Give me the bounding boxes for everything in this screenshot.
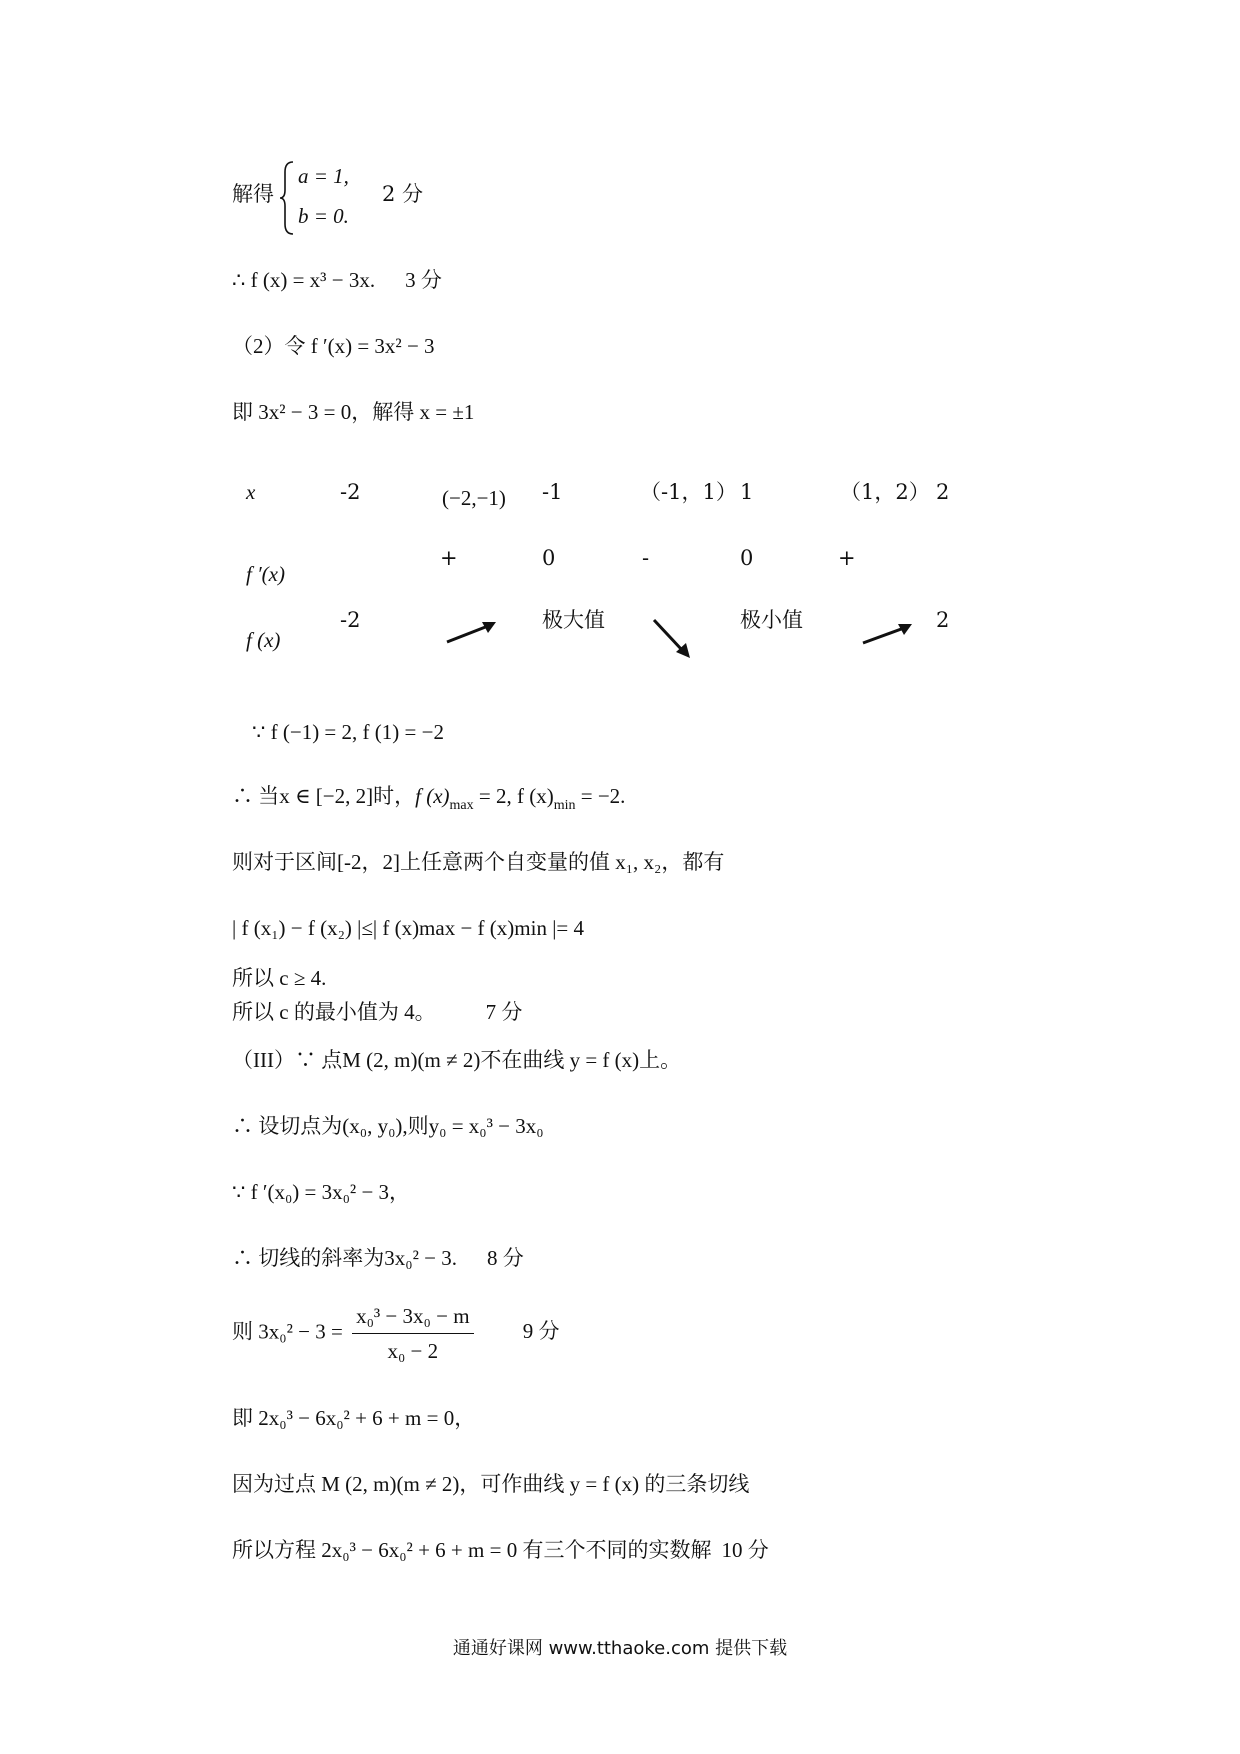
values-line: ∵ f (−1) = 2, f (1) = −2	[252, 720, 444, 744]
extrema-max: max	[449, 798, 474, 813]
x-cell: （-1，1）	[640, 480, 737, 504]
three-lines-line: 因为过点 M (2, m)(m ≠ 2)，可作曲线 y = f (x) 的三条切线	[232, 1472, 750, 1496]
extrema-min: min	[553, 798, 576, 813]
interval-line: 则对于区间[-2，2]上任意两个自变量的值 x₁, x₂，都有	[232, 850, 725, 874]
roots-line: 即 3x² − 3 = 0，解得 x = ±1	[232, 400, 475, 424]
cubic-line: 即 2x₀³ − 6x₀² + 6 + m = 0，	[232, 1406, 476, 1430]
f-cell: 极大值	[542, 608, 605, 632]
slope-text: ∴ 切线的斜率为3x₀² − 3.	[232, 1246, 457, 1270]
fraction-denominator: x₀ − 2	[387, 1339, 439, 1363]
equation-fraction	[352, 1302, 473, 1365]
inequality-line: | f (x₁) − f (x₂) |≤| f (x)max − f (x)min |= 4	[232, 916, 585, 940]
extrema-prefix: ∴ 当x ∈ [−2, 2]时，	[232, 784, 416, 808]
conclusion-score: 10 分	[721, 1538, 769, 1562]
solve-eq2: b = 0.	[298, 204, 349, 228]
solve-system	[232, 158, 632, 238]
increasing-arrow-icon	[444, 616, 498, 646]
f-cell: -2	[340, 608, 361, 632]
x-cell: 2	[936, 480, 950, 504]
part2-derivative: （2）令 f ′(x) = 3x² − 3	[232, 334, 435, 358]
tangent-point-line: ∴ 设切点为(x₀, y₀),则y₀ = x₀³ − 3x₀	[232, 1114, 544, 1138]
conclusion-line	[232, 1536, 769, 1564]
x-cell: -2	[340, 480, 361, 504]
conclusion-text: 所以方程 2x₀³ − 6x₀² + 6 + m = 0 有三个不同的实数解	[232, 1538, 712, 1562]
derivative-line: ∵ f ′(x₀) = 3x₀² − 3，	[232, 1180, 411, 1204]
f-cell: 极小值	[740, 608, 803, 632]
c-min-text: 所以 c 的最小值为 4。	[232, 1000, 436, 1024]
extrema-mid: = 2, f (x)	[473, 784, 554, 808]
f-cell: 2	[936, 608, 950, 632]
fraction-numerator: x₀³ − 3x₀ − m	[352, 1302, 473, 1334]
equation-line	[232, 1302, 560, 1365]
f-definition-text: ∴ f (x) = x³ − 3x.	[232, 268, 376, 292]
x-cell: (−2,−1)	[442, 486, 506, 510]
equation-prefix: 则 3x₀² − 3 =	[232, 1319, 343, 1344]
slope-score: 8 分	[486, 1246, 524, 1270]
fprime-cell: +	[440, 546, 458, 570]
equation-score: 9 分	[522, 1319, 560, 1344]
extrema-line	[232, 782, 625, 814]
slope-line	[232, 1244, 524, 1272]
c-min-line	[232, 998, 522, 1026]
extrema-end: = −2.	[575, 784, 626, 808]
row-label-f: f (x)	[246, 628, 281, 652]
x-cell: 1	[740, 480, 754, 504]
fprime-cell: 0	[542, 546, 556, 570]
left-brace-icon	[278, 160, 296, 236]
x-cell: （1，2）	[840, 480, 930, 504]
row-label-x: x	[246, 480, 256, 504]
decreasing-arrow-icon	[650, 616, 694, 662]
fprime-cell: 0	[740, 546, 754, 570]
f-definition-score: 3 分	[405, 268, 442, 292]
solve-prefix: 解得	[232, 182, 274, 206]
f-definition	[232, 266, 442, 294]
fprime-cell: +	[838, 546, 856, 570]
footer-watermark: 通通好课网 www.tthaoke.com 提供下载	[452, 1638, 788, 1659]
c-min-score: 7 分	[485, 1000, 523, 1024]
extrema-fx: f (x)	[415, 784, 450, 808]
increasing-arrow-icon	[860, 618, 914, 646]
solve-score: 2 分	[382, 182, 424, 206]
c-bound-line: 所以 c ≥ 4.	[232, 966, 327, 990]
fprime-cell: -	[642, 546, 650, 570]
row-label-fprime: f ′(x)	[246, 562, 285, 586]
solve-eq1: a = 1,	[298, 164, 349, 188]
part3-line: （III）∵ 点M (2, m)(m ≠ 2)不在曲线 y = f (x)上。	[232, 1048, 682, 1072]
x-cell: -1	[542, 480, 563, 504]
